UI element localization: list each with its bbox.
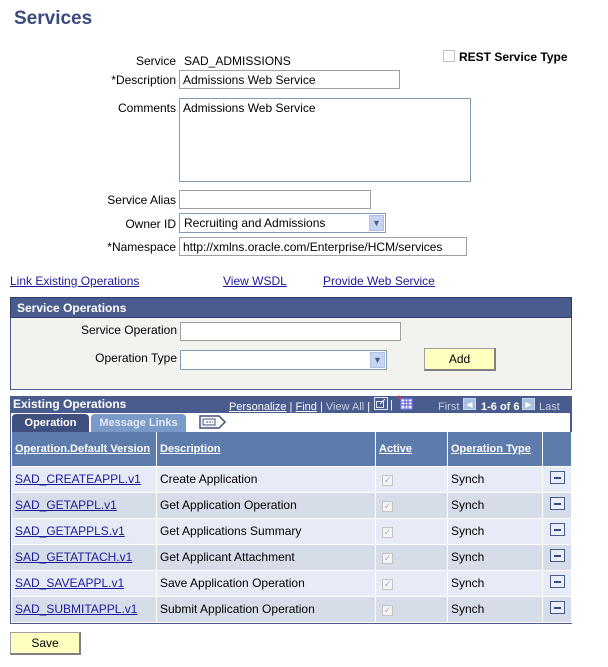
- find-link[interactable]: Find: [295, 401, 317, 413]
- description-label: *Description: [111, 73, 176, 87]
- service-operations-header: Service Operations: [10, 297, 572, 318]
- add-button[interactable]: Add: [424, 348, 496, 371]
- operation-type-cell: Synch: [448, 466, 543, 492]
- table-row: [12, 492, 572, 518]
- page-title: Services: [14, 8, 93, 29]
- save-button[interactable]: Save: [10, 632, 81, 655]
- table-row: [12, 570, 572, 596]
- personalize-link[interactable]: Personalize: [229, 401, 287, 413]
- operation-link[interactable]: SAD_GETAPPL.v1: [15, 498, 117, 512]
- active-checkbox: ✓: [383, 579, 392, 589]
- service-label: Service: [135, 54, 176, 68]
- table-row: [12, 518, 572, 544]
- comments-textarea[interactable]: Admissions Web Service: [179, 98, 471, 182]
- previous-icon[interactable]: ◀: [463, 398, 476, 410]
- namespace-label: *Namespace: [107, 240, 176, 254]
- column-header-operation[interactable]: Operation.Default Version: [15, 442, 151, 455]
- comments-label: Comments: [117, 101, 176, 115]
- delete-row-icon[interactable]: [550, 549, 565, 562]
- active-checkbox: ✓: [383, 605, 392, 615]
- delete-row-icon[interactable]: [550, 575, 565, 588]
- last-link[interactable]: Last: [539, 401, 560, 413]
- link-existing-operations-link[interactable]: Link Existing Operations: [10, 274, 140, 288]
- chevron-down-icon[interactable]: ▼: [369, 215, 384, 231]
- column-header-actions: [543, 432, 572, 466]
- active-checkbox: ✓: [383, 501, 392, 511]
- separator: |: [289, 401, 293, 413]
- existing-operations-title: Existing Operations: [13, 397, 127, 411]
- rest-service-type-checkbox[interactable]: [443, 50, 455, 62]
- download-grid-icon[interactable]: [397, 395, 413, 410]
- new-window-icon[interactable]: [374, 397, 388, 410]
- service-operation-label: Service Operation: [80, 323, 177, 337]
- operation-type-label: Operation Type: [95, 351, 177, 365]
- operation-link[interactable]: SAD_SAVEAPPL.v1: [15, 576, 125, 590]
- separator: |: [390, 399, 393, 411]
- description-input[interactable]: [179, 70, 400, 89]
- operation-type-cell: Synch: [448, 544, 543, 570]
- active-checkbox: ✓: [383, 475, 392, 485]
- tab-message-links[interactable]: Message Links: [91, 414, 186, 432]
- delete-row-icon[interactable]: [550, 523, 565, 536]
- description-cell: Create Application: [157, 466, 376, 492]
- operation-link[interactable]: SAD_GETATTACH.v1: [15, 550, 133, 564]
- owner-id-select[interactable]: [179, 213, 386, 233]
- delete-row-icon[interactable]: [550, 497, 565, 510]
- separator: |: [319, 401, 323, 413]
- delete-row-icon[interactable]: [550, 601, 565, 614]
- operation-link[interactable]: SAD_CREATEAPPL.v1: [15, 472, 141, 486]
- column-header-active[interactable]: Active: [379, 442, 413, 455]
- provide-web-service-link[interactable]: Provide Web Service: [323, 274, 435, 288]
- service-value: SAD_ADMISSIONS: [184, 54, 291, 68]
- operation-type-select[interactable]: [180, 350, 387, 370]
- show-all-columns-icon[interactable]: [199, 415, 227, 429]
- next-icon[interactable]: ▶: [522, 398, 535, 410]
- chevron-down-icon[interactable]: ▼: [370, 352, 385, 368]
- operation-type-cell: Synch: [448, 492, 543, 518]
- description-cell: Save Application Operation: [157, 570, 376, 596]
- active-checkbox: ✓: [383, 527, 392, 537]
- description-cell: Submit Application Operation: [157, 596, 376, 622]
- operation-type-cell: Synch: [448, 518, 543, 544]
- column-header-description[interactable]: Description: [160, 442, 221, 455]
- owner-id-label: Owner ID: [125, 217, 176, 231]
- service-alias-label: Service Alias: [107, 193, 176, 207]
- rest-service-type-label: REST Service Type: [459, 50, 568, 64]
- description-cell: Get Applications Summary: [157, 518, 376, 544]
- table-row: [12, 544, 572, 570]
- operation-link[interactable]: SAD_SUBMITAPPL.v1: [15, 602, 138, 616]
- separator: |: [367, 401, 371, 413]
- owner-id-value: Recruiting and Admissions: [184, 216, 326, 230]
- row-range: 1-6 of 6: [481, 401, 520, 413]
- view-all-link[interactable]: View All: [325, 401, 365, 413]
- column-header-operation-type[interactable]: Operation Type: [451, 442, 531, 455]
- table-row: [12, 466, 572, 492]
- description-cell: Get Application Operation: [157, 492, 376, 518]
- service-operation-input[interactable]: [180, 322, 401, 341]
- namespace-input[interactable]: [179, 237, 467, 256]
- delete-row-icon[interactable]: [550, 471, 565, 484]
- tab-operation[interactable]: Operation: [12, 414, 89, 432]
- operation-type-cell: Synch: [448, 596, 543, 622]
- active-checkbox: ✓: [383, 553, 392, 563]
- first-link[interactable]: First: [438, 401, 460, 413]
- description-cell: Get Applicant Attachment: [157, 544, 376, 570]
- operation-type-cell: Synch: [448, 570, 543, 596]
- existing-operations-table: [11, 432, 572, 623]
- operation-link[interactable]: SAD_GETAPPLS.v1: [15, 524, 125, 538]
- view-wsdl-link[interactable]: View WSDL: [223, 274, 287, 288]
- table-row: [12, 596, 572, 622]
- service-alias-input[interactable]: [179, 190, 371, 209]
